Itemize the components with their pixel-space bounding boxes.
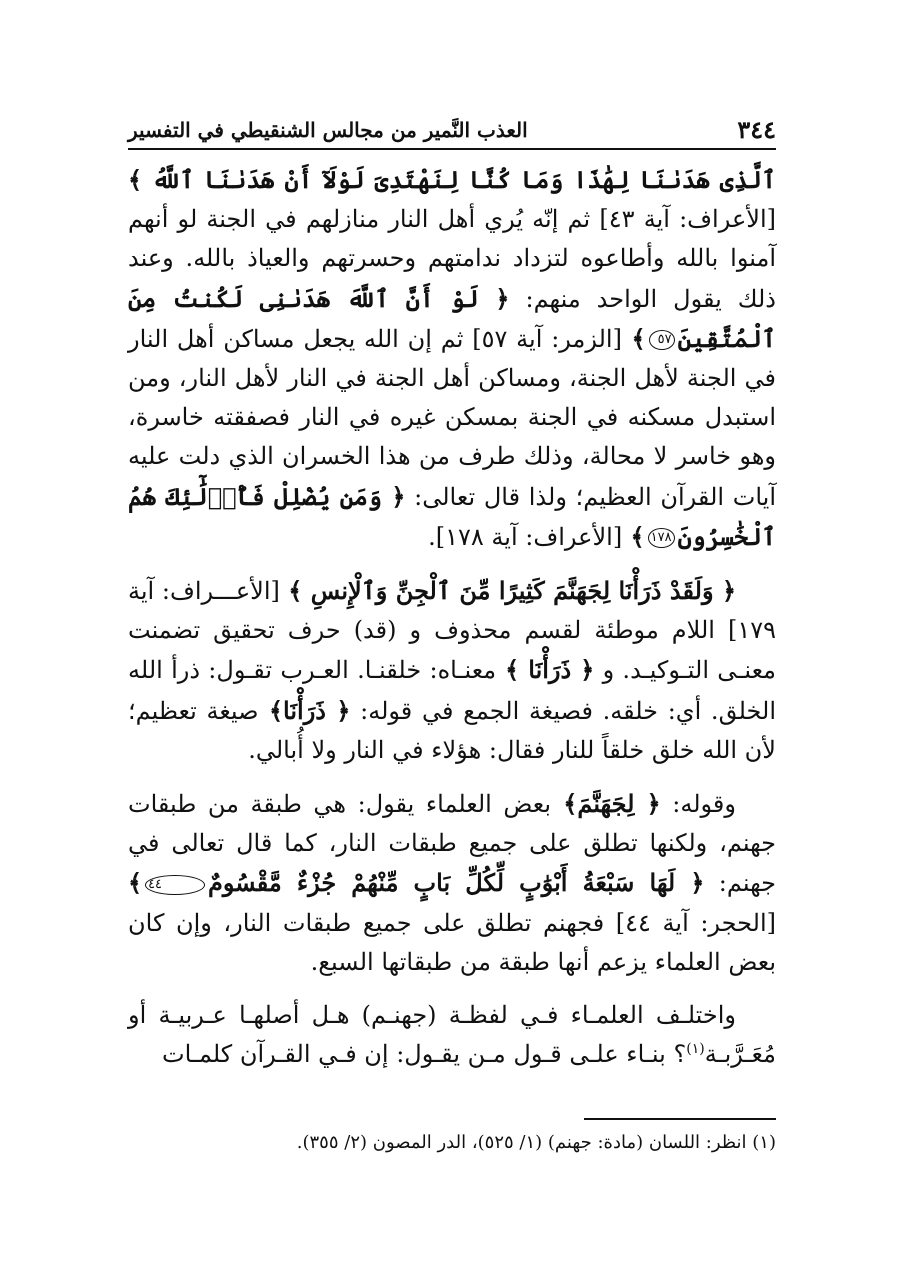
quote-bracket: ﴿ — [381, 481, 406, 511]
quote-bracket: ﴿ — [675, 868, 705, 898]
body-text: معنـاه: خلقنـا. العـرب تقـول: ذرأ الله الخلق. أي: خلقه. فصيغة الجمع في قوله: — [128, 656, 776, 725]
quran-text: وَمَن يُضْلِلْ فَأُو۟لَٰٓئِكَ هُمُ ٱلْخَٰسِرُونَ — [128, 481, 776, 551]
paragraph — [128, 160, 776, 557]
body-text: [الأعراف: آية ١٧٨]. — [428, 522, 623, 551]
quran-text: وَلَقَدْ ذَرَأْنَا لِجَهَنَّمَ كَثِيرًا مِّنَ ٱلْجِنِّ وَٱلْإِنسِ — [310, 576, 714, 606]
paragraph — [128, 784, 776, 982]
quote-bracket: ﴾ — [496, 655, 529, 685]
quote-bracket: ﴾ — [621, 323, 646, 353]
ayah-number-marker: ٤٤ — [145, 875, 205, 895]
page-number: ٣٤٤ — [737, 115, 776, 144]
quote-bracket: ﴿ — [478, 283, 510, 313]
footnote-separator — [584, 1118, 776, 1120]
page-header — [128, 108, 776, 150]
running-title: العذب النَّمير من مجالس الشنقيطي في التفسير — [128, 118, 528, 142]
quote-bracket: ﴾ — [128, 165, 153, 194]
footnote: (١) انظر: اللسان (مادة: جهنم) (١/ ٥٢٥)، الدر المصون (٢/ ٣٥٥). — [296, 1132, 776, 1153]
ayah-number-marker: ١٧٨ — [648, 528, 675, 548]
body-text: [الزمر: آية ٥٧] ثم إن الله يجعل مساكن أهل النار في الجنة لأهل الجنة، ومساكن أهل الجنة في النار لأهل النار، ومن استبدل مسكنه في الجنة بمسكن غيره في النار فصفقته خاسرة، وهو خاسر لا محالة، وذلك طرف من هذا الخسران الذي دلت عليه آيات القرآن العظيم؛ ولذا قال تعالى: — [128, 324, 777, 511]
body-text: صيغة تعظيم؛ لأن الله خلق خلقاً للنار فقال: هؤلاء في النار ولا أُبالي. — [128, 696, 776, 764]
paragraph — [128, 996, 776, 1074]
page-body — [128, 160, 776, 1088]
quote-bracket: ﴿ — [325, 695, 351, 725]
body-text: بعض العلماء يقول: هي طبقة من طبقات جهنم، ولكنها تطلق على جميع طبقات النار، كما قال تعالى في جهنم: — [128, 790, 777, 898]
quran-text: ذَرَأْنَا — [528, 655, 572, 685]
quran-text: ذَرَأْنَا — [283, 695, 326, 725]
body-text: واختلـف العلمـاء فـي لفظـة (جهنـم) هـل أصلهـا عـربيـة أو مُعَـرَّبـة — [128, 1001, 776, 1069]
quran-text: لَوْ أَنَّ ٱللَّهَ هَدَىٰنِى لَكُنتُ مِنَ ٱلْمُتَّقِينَ — [128, 283, 777, 353]
paragraph — [128, 571, 776, 770]
quran-text: لَهَا سَبْعَةُ أَبْوَٰبٍ لِّكُلِّ بَابٍ مِّنْهُمْ جُزْءٌ مَّقْسُومٌ — [208, 868, 676, 898]
quote-bracket: ﴿ — [634, 789, 661, 819]
quote-bracket: ﴾ — [128, 868, 143, 898]
body-text: [الأعـــراف: آية ١٧٩] اللام موطئة لقسم محذوف و (قد) حرف تحقيق تضمنت معنـى التـوكيـد. و — [128, 577, 777, 685]
quran-text: لِجَهَنَّمَ — [577, 789, 635, 819]
ayah-number-marker: ٥٧ — [649, 330, 675, 350]
body-text: [الأعراف: آية ٤٣] ثم إنّه يُري أهل النار منازلهم في الجنة لو أنهم آمنوا بالله وأطاعوه لتزداد ندامتهم وحسرتهم والعياذ بالله. وعند ذلك يقول الواحد منهم: — [128, 205, 776, 313]
body-text: [الحجر: آية ٤٤] فجهنم تطلق على جميع طبقات النار، وإن كان بعض العلماء يزعم أنها طبقة من طبقاتها السبع. — [128, 908, 776, 976]
quote-bracket: ﴾ — [551, 789, 578, 819]
body-text: وقوله: — [660, 790, 736, 819]
footnote-reference: (١) — [686, 1041, 705, 1058]
quote-bracket: ﴾ — [279, 576, 311, 606]
quran-text: ٱلَّذِى هَدَىٰنَا لِهَٰذَا وَمَا كُنَّا لِنَهْتَدِىَ لَوْلَآ أَنْ هَدَىٰنَا ٱللَّهُ — [152, 165, 777, 194]
quote-bracket: ﴾ — [622, 521, 645, 551]
quote-bracket: ﴾ — [258, 695, 284, 725]
body-text: ؟ بنـاء علـى قـول مـن يقـول: إن فـي القـرآن كلمـات — [162, 1040, 687, 1069]
quote-bracket: ﴿ — [713, 576, 737, 606]
quote-bracket: ﴿ — [571, 655, 595, 685]
